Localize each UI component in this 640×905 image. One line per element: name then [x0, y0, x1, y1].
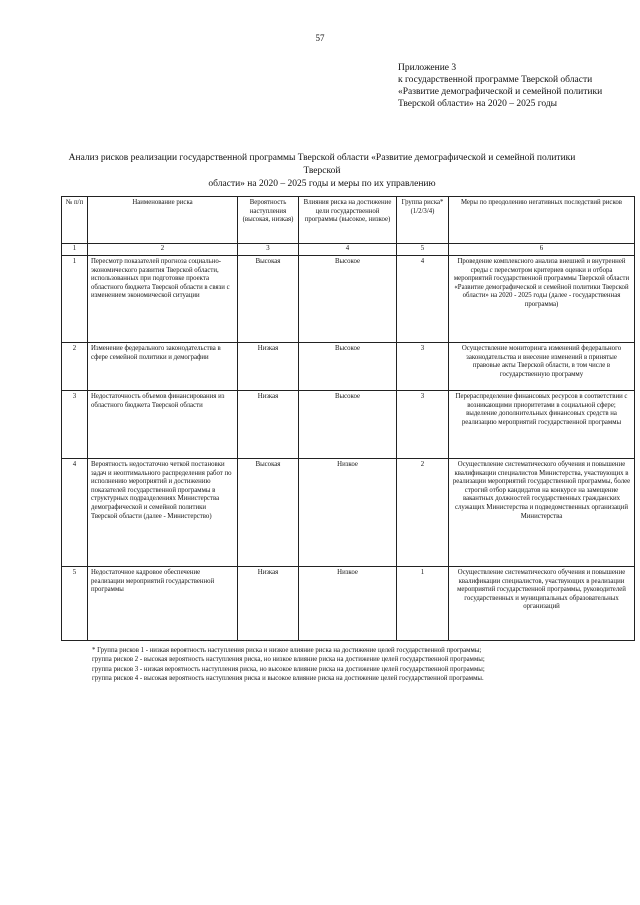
column-number: 4	[299, 244, 397, 256]
appendix-line: Приложение 3	[398, 63, 457, 73]
risk-measures: Осуществление мониторинга изменений федерального законодательства и внесение изменений в принятые правовые акты Тверской области, в том числе в государственную программу	[449, 343, 635, 391]
risk-measures: Проведение комплексного анализа внешней и внутренней среды с пересмотром критериев оценки и отбора мероприятий государственной программы Тверской области «Развитие демографической и семейной политики Тверской области» на 2020 - 2025 годы (далее - государственная программа)	[449, 256, 635, 343]
header-impact: Влияния риска на достижение цели государственной программы (высокое, низкое)	[299, 197, 397, 244]
risk-measures: Осуществление систематического обучения и повышение квалификации специалистов, участвующих в реализации мероприятий государственной программы, руководителей государственных и муниципальных образовательных организаций	[449, 567, 635, 641]
page-number: 57	[315, 33, 325, 43]
column-number-row	[62, 244, 635, 256]
title-line: Анализ рисков реализации государственной программы Тверской области «Развитие демографической и семейной политики Тверской	[68, 153, 576, 176]
row-number: 4	[62, 459, 88, 567]
title-line: области» на 2020 – 2025 годы и меры по их управлению	[208, 179, 436, 189]
appendix-line: Тверской области» на 2020 – 2025 годы	[398, 99, 558, 109]
risk-measures: Перераспределение финансовых ресурсов в соответствии с возникающими приоритетами в социальной сфере; выделение дополнительных финансовых средств на реализацию мероприятий государственной программы	[449, 391, 635, 459]
column-number: 5	[397, 244, 449, 256]
header-risk-group: Группа риска* (1/2/3/4)	[397, 197, 449, 244]
appendix-line: «Развитие демографической и семейной политики	[398, 87, 603, 97]
document-title	[62, 152, 582, 191]
risk-group: 4	[397, 256, 449, 343]
header-risk-name: Наименование риска	[88, 197, 238, 244]
risk-name: Недостаточное кадровое обеспечение реализации мероприятий государственной программы	[88, 567, 238, 641]
risk-impact: Высокое	[299, 256, 397, 343]
risk-name: Вероятность недостаточно четкой постановки задач и неоптимального распределения работ по исполнению мероприятий и достижению показателей государственной программы в структурных подразделениях Министерства демографической и семейной политики Тверской области (далее - Министерство)	[88, 459, 238, 567]
table-row	[62, 567, 635, 641]
table-row	[62, 343, 635, 391]
risk-group: 3	[397, 391, 449, 459]
row-number: 1	[62, 256, 88, 343]
table-row	[62, 459, 635, 567]
risk-group: 3	[397, 343, 449, 391]
footnote-line: * Группа рисков 1 - низкая вероятность наступления риска и низкое влияние риска на достижение целей государственной программы;	[92, 647, 482, 654]
footnote-line: группа рисков 4 - высокая вероятность наступления риска и высокое влияние риска на достижение целей государственной программы.	[92, 674, 484, 682]
risk-impact: Низкое	[299, 459, 397, 567]
risk-impact: Низкое	[299, 567, 397, 641]
header-probability: Вероятность наступления (высокая, низкая)	[238, 197, 299, 244]
footnotes	[92, 646, 622, 683]
risk-name: Недостаточность объемов финансирования из областного бюджета Тверской области	[88, 391, 238, 459]
risk-measures: Осуществление систематического обучения и повышение квалификации специалистов Министерства, участвующих в реализации мероприятий государственной программы, более строгий отбор кандидатов на конкурсе на замещение вакантных должностей государственных гражданских служащих Министерства и подведомственных организаций Министерства	[449, 459, 635, 567]
table-header-row	[62, 197, 635, 244]
row-number: 3	[62, 391, 88, 459]
footnote-line: группа рисков 2 - высокая вероятность наступления риска, но низкое влияние риска на достижение целей государственной программы;	[92, 656, 485, 664]
column-number: 3	[238, 244, 299, 256]
appendix-line: к государственной программе Тверской области	[398, 75, 593, 85]
risk-probability: Низкая	[238, 567, 299, 641]
column-number: 6	[449, 244, 635, 256]
risk-impact: Высокое	[299, 391, 397, 459]
appendix-heading	[398, 62, 628, 110]
risk-probability: Высокая	[238, 459, 299, 567]
table-row	[62, 391, 635, 459]
risk-probability: Высокая	[238, 256, 299, 343]
row-number: 2	[62, 343, 88, 391]
column-number: 2	[88, 244, 238, 256]
risk-probability: Низкая	[238, 343, 299, 391]
risk-group: 2	[397, 459, 449, 567]
row-number: 5	[62, 567, 88, 641]
footnote-line: группа рисков 3 - низкая вероятность наступления риска, но высокое влияние риска на достижение целей государственной программы;	[92, 665, 485, 673]
table-row	[62, 256, 635, 343]
risk-group: 1	[397, 567, 449, 641]
risk-name: Пересмотр показателей прогноза социально-экономического развития Тверской области, использованных при подготовке проекта областного бюджета Тверской области в связи с изменением экономической ситуации	[88, 256, 238, 343]
risk-probability: Низкая	[238, 391, 299, 459]
risk-impact: Высокое	[299, 343, 397, 391]
risk-table	[61, 196, 635, 641]
risk-name: Изменение федерального законодательства в сфере семейной политики и демографии	[88, 343, 238, 391]
header-measures: Меры по преодолению негативных последствий рисков	[449, 197, 635, 244]
column-number: 1	[62, 244, 88, 256]
header-number: № п/п	[62, 197, 88, 244]
